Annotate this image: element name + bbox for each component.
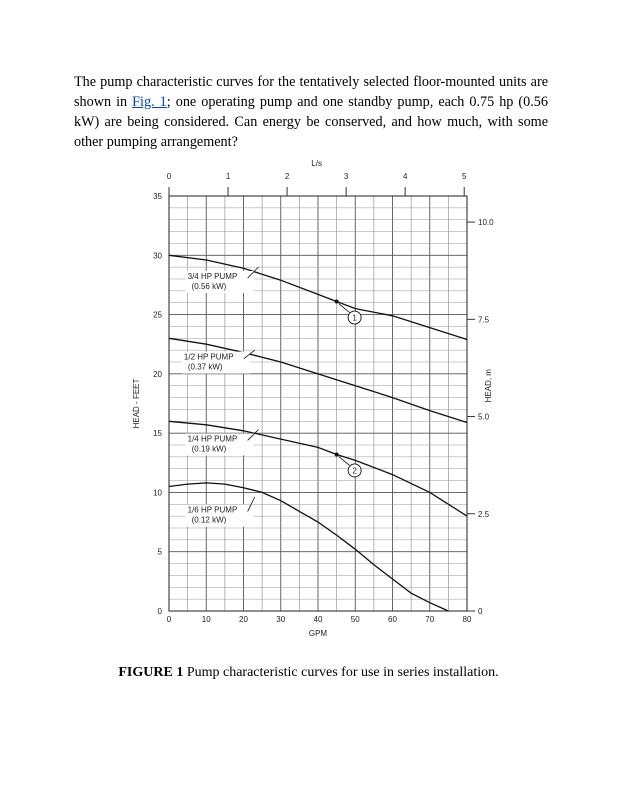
curve-label-name: 1/2 HP PUMP bbox=[183, 352, 234, 362]
x-tick-label: 80 bbox=[462, 615, 472, 624]
curve-label-power: (0.37 kW) bbox=[187, 362, 223, 372]
figure-caption bbox=[0, 665, 617, 681]
paragraph-text-after-link: ; one operating pump and one standby pump, each 0.75 hp (0.56 kW) are being considered. Can energy be conserved, and how much, with some other pumping arrangement? bbox=[74, 94, 548, 150]
top-tick-label: 3 bbox=[343, 172, 349, 181]
pump-curve-chart bbox=[128, 158, 503, 643]
caption-label: FIGURE 1 bbox=[118, 665, 184, 680]
x-tick-label: 20 bbox=[239, 615, 248, 624]
curve-label-power: (0.56 kW) bbox=[191, 282, 227, 291]
operating-point-1 bbox=[335, 300, 339, 304]
top-axis-label: L/s bbox=[311, 159, 322, 168]
x-axis-label: GPM bbox=[308, 629, 328, 638]
problem-paragraph bbox=[74, 72, 548, 152]
top-tick-label: 4 bbox=[402, 172, 408, 181]
top-tick-label: 5 bbox=[461, 172, 467, 181]
y-tick-label: 25 bbox=[153, 310, 162, 320]
y-tick-label: 35 bbox=[153, 192, 162, 201]
x-tick-label: 0 bbox=[166, 615, 172, 624]
y-tick-label: 5 bbox=[157, 547, 162, 557]
right-tick-label: 10.0 bbox=[478, 218, 494, 228]
curve-label-power: (0.12 kW) bbox=[191, 515, 227, 525]
top-tick-label: 0 bbox=[166, 172, 172, 181]
x-tick-label: 10 bbox=[201, 615, 211, 624]
pump-curve-4 bbox=[169, 483, 448, 611]
x-tick-label: 70 bbox=[425, 615, 435, 624]
y-tick-label: 10 bbox=[153, 488, 162, 498]
operating-point-2 bbox=[335, 452, 339, 456]
curve-label-power: (0.19 kW) bbox=[191, 444, 227, 454]
right-tick-label: 7.5 bbox=[478, 315, 490, 325]
paragraph-text-before-link: The pump characteristic curves for the tentatively selected floor-mounted units are shown in bbox=[74, 74, 548, 110]
top-tick-label: 2 bbox=[284, 172, 290, 181]
x-tick-label: 30 bbox=[276, 615, 286, 624]
curve-label-name: 1/6 HP PUMP bbox=[187, 505, 238, 515]
marker-label-1: 1 bbox=[352, 313, 357, 323]
marker-label-2: 2 bbox=[352, 466, 357, 476]
curve-label-name: 1/4 HP PUMP bbox=[187, 434, 238, 444]
y-tick-label: 15 bbox=[153, 429, 162, 439]
right-tick-label: 0 bbox=[478, 607, 483, 616]
x-tick-label: 50 bbox=[350, 615, 360, 624]
y-axis-label: HEAD - FEET bbox=[132, 378, 141, 429]
right-axis-label: HEAD, m bbox=[484, 369, 493, 403]
top-tick-label: 1 bbox=[225, 172, 231, 181]
x-tick-label: 60 bbox=[388, 615, 397, 624]
x-tick-label: 40 bbox=[313, 615, 323, 624]
y-tick-label: 0 bbox=[157, 607, 162, 616]
y-tick-label: 30 bbox=[153, 251, 162, 261]
right-tick-label: 5.0 bbox=[478, 412, 490, 422]
figure-link[interactable]: Fig. 1 bbox=[132, 94, 167, 110]
y-tick-label: 20 bbox=[153, 369, 162, 379]
caption-text: Pump characteristic curves for use in series installation. bbox=[183, 665, 499, 680]
curve-label-name: 3/4 HP PUMP bbox=[187, 272, 238, 281]
right-tick-label: 2.5 bbox=[478, 509, 490, 519]
